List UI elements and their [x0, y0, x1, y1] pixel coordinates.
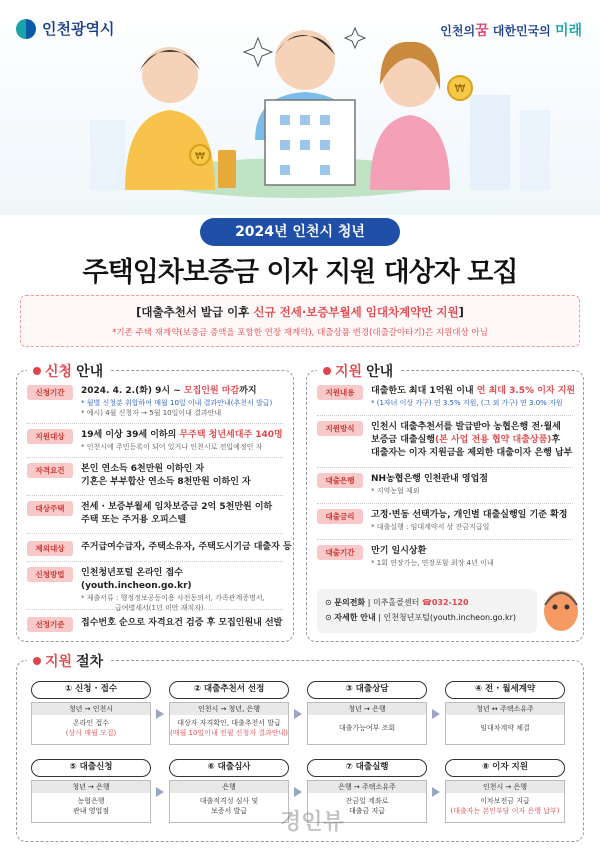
incheon-logo-text: 인천광역시: [42, 20, 115, 38]
content-red: 연 최대 3.5% 이자 지원: [476, 386, 576, 396]
smethod-line2: [371, 434, 572, 447]
bank-main: NH농협은행 인천관내 영업점: [371, 474, 488, 484]
support-section-title: [317, 361, 399, 381]
row-label: 선정기준: [27, 617, 73, 632]
period-tail: 까지: [239, 386, 257, 396]
row-label: 제외대상: [27, 541, 73, 556]
row-text: [81, 429, 283, 452]
slogan-mid: 대한민국의: [488, 24, 551, 38]
phone-label: 문의전화: [334, 598, 366, 607]
process-step-4: [445, 681, 565, 745]
row-text: [371, 473, 488, 496]
divider: [27, 423, 283, 424]
term-main: 만기 일시상환: [371, 546, 427, 556]
row-text: [81, 463, 251, 489]
support-row-rate: [317, 509, 567, 532]
qualify-line2: 기혼은 부부합산 연소득 8천만원 이하인 자: [81, 477, 251, 487]
period-main: 2024. 4. 2.(화) 9시 ~: [81, 386, 184, 396]
phone-text: 미추홀콜센터: [372, 598, 422, 607]
page-title: 주택임차보증금 이자 지원 대상자 모집: [82, 257, 518, 288]
divider: [317, 415, 573, 416]
step-head: ③ 대출상담: [307, 681, 427, 699]
apply-row-period: [27, 385, 272, 418]
svg-text:₩: ₩: [195, 151, 205, 162]
content-note: * (1자녀 이상 가구) 연 3.5% 지원, (그 외 가구) 연 3.0% 지원: [371, 399, 563, 407]
watermark: 경인뷰: [280, 810, 344, 835]
apply-title-acc: 신청: [45, 364, 73, 380]
step-desc: 잔금일 계좌로: [345, 797, 389, 805]
process-step-5: [31, 759, 151, 823]
web-icon: ⊙: [325, 613, 335, 622]
row-label: 대상주택: [27, 501, 73, 516]
smethod-line2a: 보증금 대출실행: [371, 435, 435, 445]
bullet-icon: [33, 367, 41, 375]
step-head: ④ 전 · 월세계약: [445, 681, 565, 699]
content-main: 대출한도 최대 1억원 이내: [371, 386, 477, 396]
process-section-title: [27, 651, 109, 671]
notice-highlight: 신규 전세·보증부월세 임대차계약만 지원: [253, 305, 459, 319]
bank-note: * 지역농협 제외: [371, 487, 420, 495]
apply-row-qualify: [27, 463, 251, 489]
row-text: [81, 501, 272, 527]
arrow-right-icon: [294, 787, 302, 797]
web-label: 자세한 안내: [334, 613, 376, 622]
notice-box: [20, 295, 580, 347]
support-title-rest: 안내: [366, 364, 394, 380]
row-label: 대출기간: [317, 545, 363, 560]
apply-row-selection: [27, 617, 282, 632]
year-badge: 2024년 인천시 청년: [200, 218, 400, 246]
step-head: ⑥ 대출심사: [169, 759, 289, 777]
bullet-icon: [323, 367, 331, 375]
target-red: 무주택 청년세대주 140명: [179, 430, 283, 440]
row-label: 신청기간: [27, 385, 73, 400]
step-head: ① 신청 · 접수: [31, 681, 151, 699]
step-head: ② 대출추천서 선정: [169, 681, 289, 699]
row-text: [81, 385, 272, 418]
step-desc-red: (매월 10일이내 전월 신청자 결과안내): [170, 729, 288, 737]
step-desc2: 보증서 발급: [210, 807, 248, 815]
support-row-bank: [317, 473, 488, 496]
target-main: 19세 이상 39세 이하의: [81, 430, 180, 440]
process-step-6: [169, 759, 289, 823]
process-step-8: [445, 759, 565, 823]
smethod-line3: 대출자는 이자 지원금을 제외한 대출이자 은행 납부: [371, 448, 573, 458]
period-red: 모집인원 마감: [183, 386, 240, 396]
contact-phone: ⊙ 문의전화 | 미추홀콜센터 ☎032-120: [325, 598, 469, 607]
step-desc: 대출적격성 심사 및: [199, 797, 259, 805]
apply-row-housing: [27, 501, 272, 527]
smethod-line1: 인천시 대출추천서를 발급받아 농협은행 전·월세: [371, 422, 561, 432]
smethod-line2b: 후: [551, 435, 561, 445]
hero-illustration: [0, 0, 600, 215]
step-desc: 대출가능여부 조회: [338, 724, 396, 732]
slogan-logo: [440, 20, 582, 40]
step-desc: 온라인 접수: [72, 719, 110, 727]
notice-line: [21, 304, 579, 320]
process-step-2: [169, 681, 289, 745]
row-label: 지원대상: [27, 429, 73, 444]
step-body: [31, 702, 151, 745]
divider: [27, 609, 283, 610]
rate-main: 고정·변동 선택가능, 개인별 대출실행일 기준 확정: [371, 510, 568, 520]
divider: [27, 561, 283, 562]
smethod-line2-red: (본 사업 전용 협약 대출상품): [435, 435, 552, 445]
step-desc-red: (상시 매월 모집): [65, 729, 117, 737]
step-desc: 이차보전금 지급: [480, 797, 530, 805]
arrow-right-icon: [156, 709, 164, 719]
qualify-line1: 본인 연소득 6천만원 이하인 자: [81, 464, 205, 474]
arrow-right-icon: [432, 709, 440, 719]
phone-number[interactable]: ☎032-120: [421, 598, 469, 607]
support-title-acc: 지원: [335, 364, 363, 380]
step-desc: 농협은행: [77, 797, 105, 805]
apply-row-exclude: [27, 541, 292, 556]
step-flow: 인천시 → 청년, 은행: [170, 703, 288, 715]
step-body: [445, 780, 565, 823]
step-flow: 청년 → 은행: [32, 781, 150, 793]
step-flow: 청년 ↔ 주택소유주: [446, 703, 564, 715]
contact-box: [317, 589, 537, 633]
step-body: [169, 780, 289, 823]
step-flow: 은행: [170, 781, 288, 793]
step-head: ⑦ 대출실행: [307, 759, 427, 777]
step-desc2: 관내 영업점: [72, 807, 110, 815]
row-text: [81, 567, 293, 613]
notice-open: [대출추천서 발급 이후: [136, 305, 254, 319]
slogan-kkum: 꿈: [475, 23, 489, 39]
term-note: * 1회 연장가능, 연장포함 최장 4년 이내: [371, 559, 494, 567]
notice-note: *기존 주택 재계약(보증금 증액을 포함한 연장 재계약), 대출상품 변경(대출갈아타기)은 지원대상 아님: [112, 328, 488, 338]
step-body: [307, 702, 427, 745]
step-flow: 은행 → 주택소유주: [308, 781, 426, 793]
row-text: [371, 421, 572, 460]
method-note: * 제출서류 : 행정정보공동이용 사전동의서, 가족관계증명서,: [81, 594, 265, 602]
arrow-right-icon: [432, 787, 440, 797]
process-step-3: [307, 681, 427, 745]
support-row-term: [317, 545, 494, 568]
web-link[interactable]: 인천청년포털(youth.incheon.go.kr): [383, 613, 517, 622]
bullet-icon: [33, 657, 41, 665]
slogan-mirae: 미래: [554, 23, 582, 39]
period-note-blue: * 월별 신청분 취합하여 매월 10일 이내 결과안내(추천서 발급): [81, 399, 273, 407]
apply-section: [16, 364, 294, 642]
arrow-right-icon: [156, 787, 164, 797]
method-note2: 급여명세서(1년 미만 재직자): [115, 604, 204, 612]
row-text: [371, 385, 575, 408]
step-desc2: 대출금 지급: [348, 807, 386, 815]
mascot-icon: [541, 585, 581, 635]
divider: [27, 495, 283, 496]
step-body: [31, 780, 151, 823]
housing-line2: 주택 또는 주거용 오피스텔: [81, 515, 187, 525]
divider: [27, 457, 283, 458]
notice-close: ]: [458, 305, 464, 319]
step-body: [445, 702, 565, 745]
divider: [27, 533, 283, 534]
arrow-right-icon: [294, 709, 302, 719]
row-text: [371, 509, 567, 532]
step-flow: 청년 → 인천시: [32, 703, 150, 715]
step-desc: 대상자 자격확인, 대출추천서 발급: [177, 719, 281, 727]
exclude-text: 주거급여수급자, 주택소유자, 주택도시기금 대출자 등: [81, 542, 292, 552]
support-row-method: [317, 421, 572, 460]
row-label: 신청방법: [27, 567, 73, 582]
process-step-1: [31, 681, 151, 745]
row-label: 자격요건: [27, 463, 73, 478]
step-body: [169, 702, 289, 745]
phone-icon: ⊙: [325, 598, 335, 607]
apply-row-target: [27, 429, 283, 452]
apply-title-rest: 안내: [76, 364, 104, 380]
support-row-content: [317, 385, 575, 408]
step-flow: 청년 → 은행: [308, 703, 426, 715]
incheon-logo: [16, 18, 114, 39]
svg-text:₩: ₩: [454, 82, 466, 95]
row-label: 대출금리: [317, 509, 363, 524]
process-title-acc: 지원: [45, 654, 73, 670]
row-label: 지원내용: [317, 385, 363, 400]
housing-line1: 전세 · 보증부월세 임차보증금 2억 5천만원 이하: [81, 502, 273, 512]
rate-note: * 대출실행 : 임대계약서 상 잔금지급일: [371, 523, 490, 531]
contact-web: ⊙ 자세한 안내 | 인천청년포털(youth.incheon.go.kr): [325, 613, 517, 622]
target-note: * 인천시에 주민등록이 되어 있거나 인천시로 전입예정인 자: [81, 443, 263, 451]
incheon-emblem-icon: [16, 19, 36, 39]
process-title-rest: 절차: [76, 654, 104, 670]
period-note: * 예시) 4월 신청자 → 5월 10일이내 결과안내: [81, 409, 222, 417]
selection-text: 접수번호 순으로 자격요건 검증 후 모집인원내 선발: [81, 618, 283, 628]
row-label: 대출은행: [317, 473, 363, 488]
method-main: 인천청년포털 온라인 접수 (youth.incheon.go.kr): [81, 568, 192, 591]
step-desc: 임대차계약 체결: [480, 724, 530, 732]
step-head: ⑤ 대출신청: [31, 759, 151, 777]
divider: [317, 539, 573, 540]
slogan-prefix: 인천의: [440, 24, 476, 38]
support-section: [306, 364, 584, 642]
apply-row-method: [27, 567, 293, 613]
divider: [317, 503, 573, 504]
row-label: 지원방식: [317, 421, 363, 436]
step-flow: 인천시 → 은행: [446, 781, 564, 793]
row-text: [371, 545, 494, 568]
step-desc-red: (대출자는 본인부담 이자 은행 납부): [450, 807, 560, 815]
divider: [317, 467, 573, 468]
apply-section-title: [27, 361, 109, 381]
step-head: ⑧ 이자 지원: [445, 759, 565, 777]
